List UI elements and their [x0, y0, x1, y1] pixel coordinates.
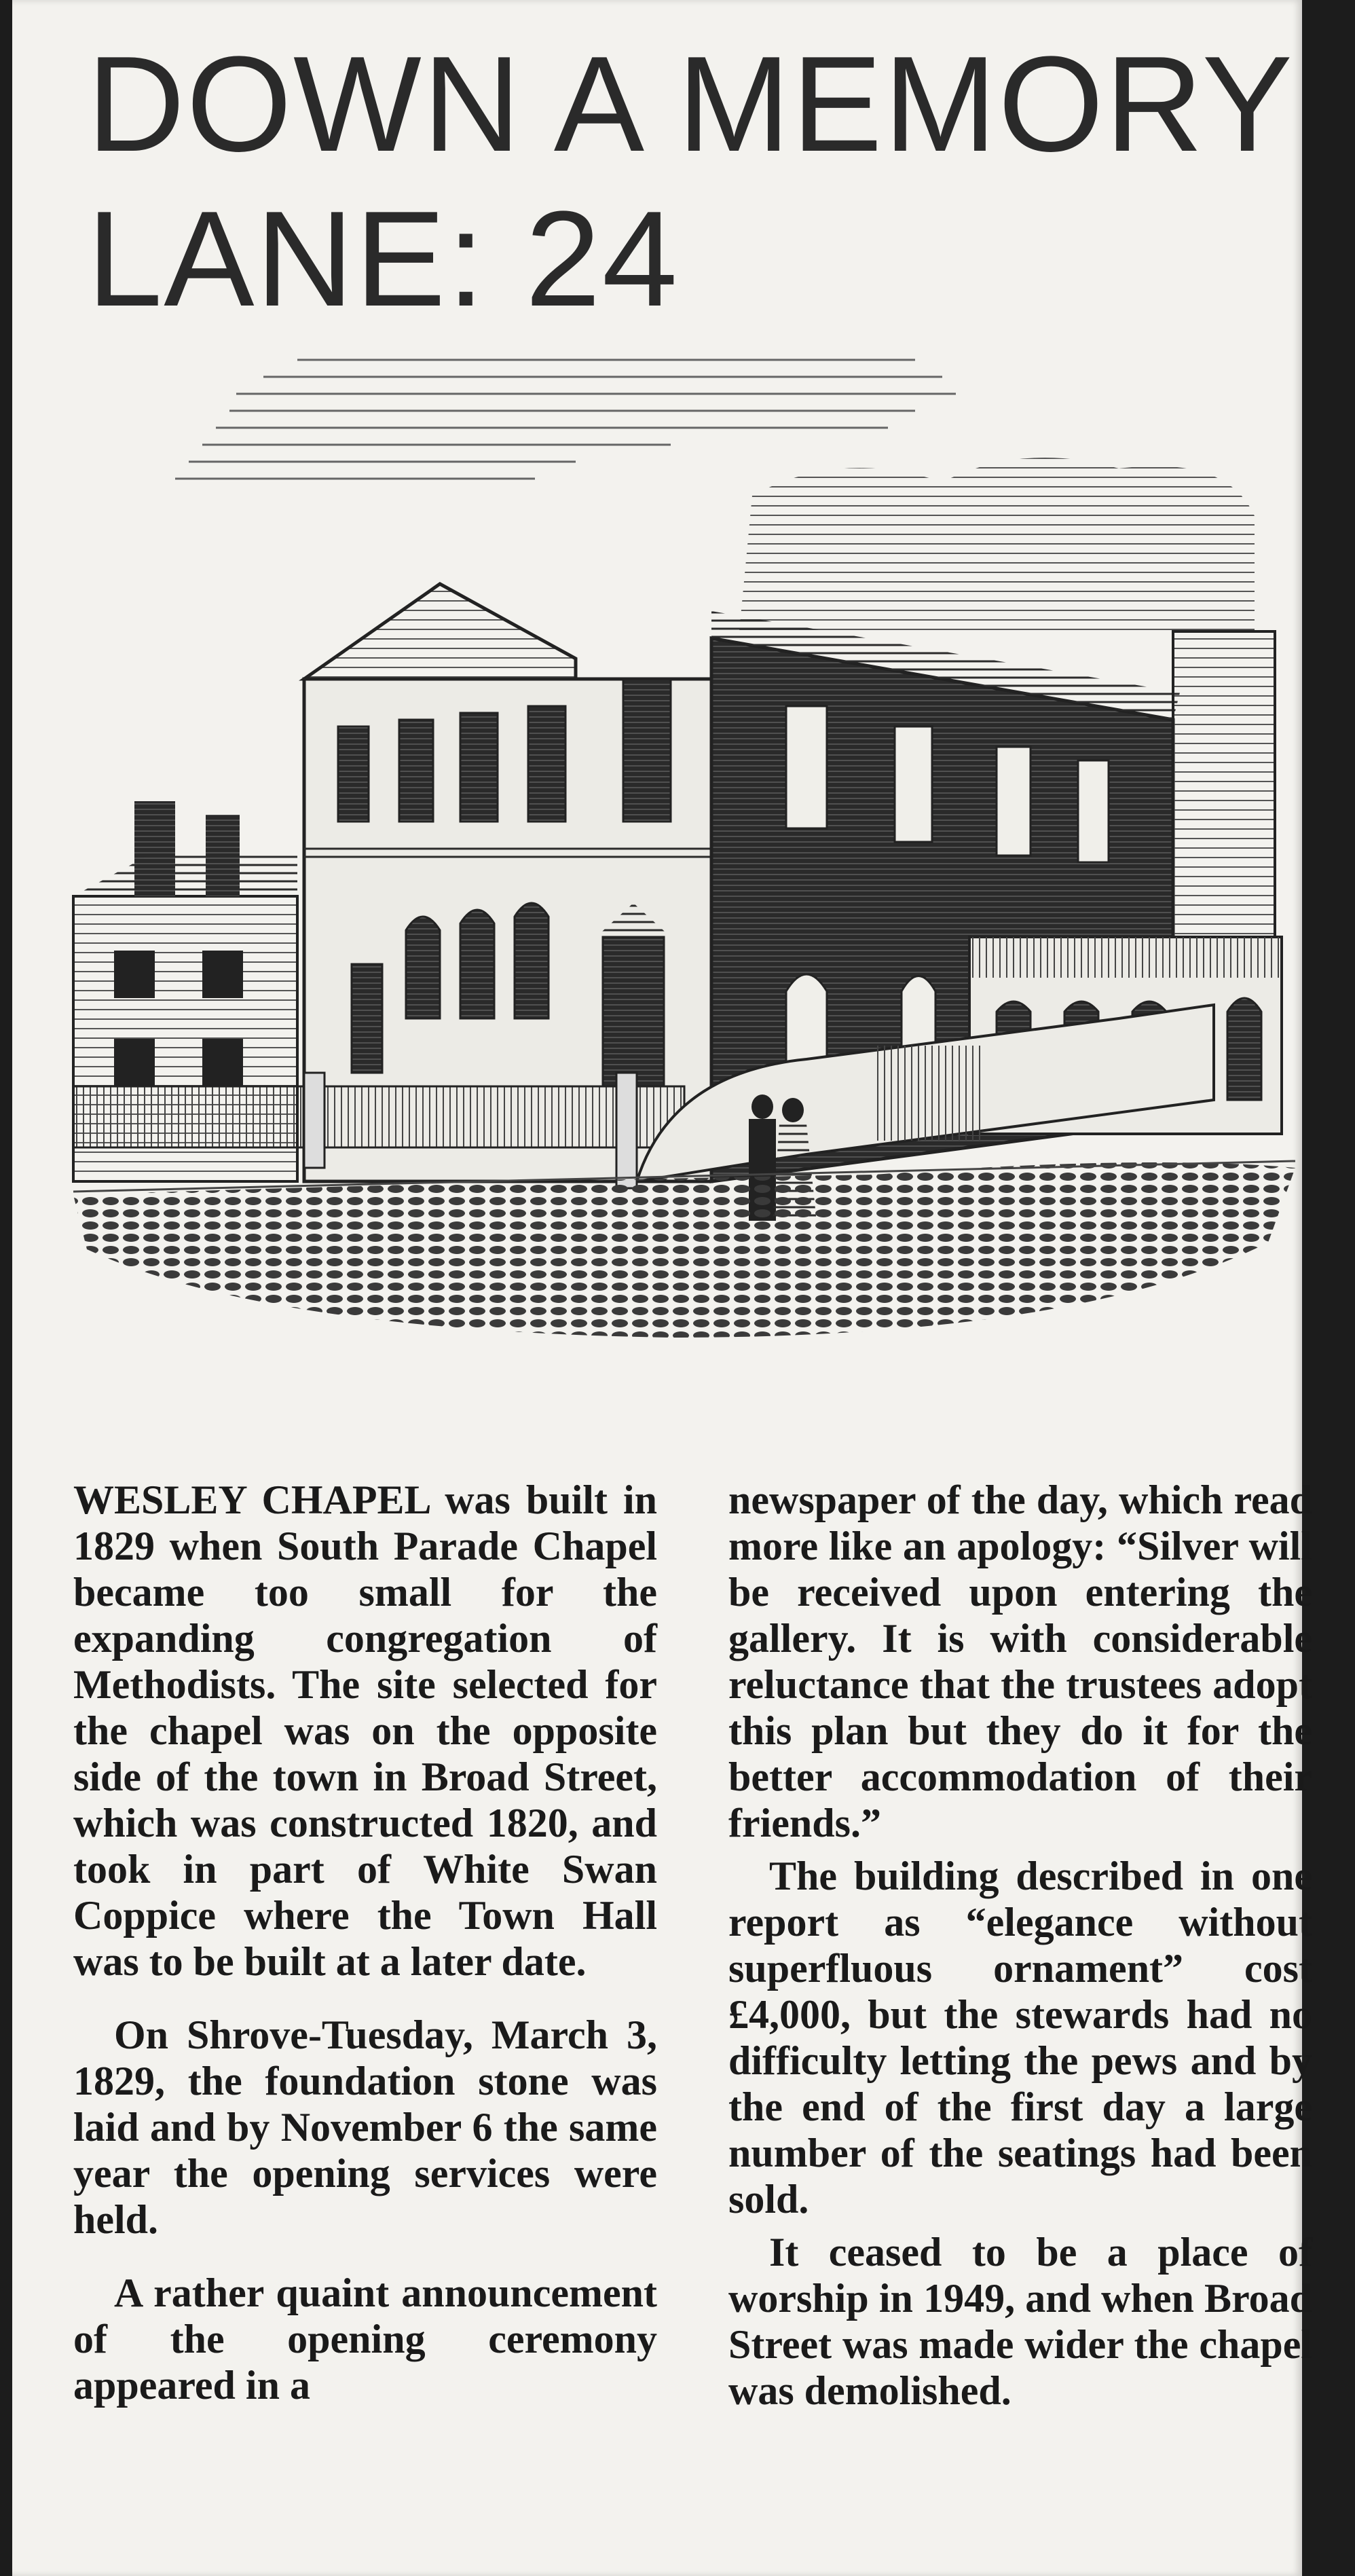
headline-line-1: DOWN A MEMORY [87, 29, 1295, 180]
newspaper-clipping [12, 0, 1312, 2576]
article-paragraph-2: On Shrove-Tuesday, March 3, 1829, the foundation stone was laid and by November 6 the same year the opening services were held. [73, 2012, 657, 2242]
article-paragraph-5: It ceased to be a place of worship in 1949, and when Broad Street was made wider the chapel was demolished. [728, 2230, 1312, 2413]
headline-line-2: LANE: 24 [87, 183, 680, 335]
article-paragraph-1: WESLEY CHAPEL was built in 1829 when South Parade Chapel became too small for the expanding congregation of Methodists. The site selected for the chapel was on the opposite side of the town in Broad Street, which was constructed 1820, and took in part of White Swan Coppice where the Town Hall was to be built at a later date. [73, 1477, 657, 1984]
article-column-right [728, 1477, 1312, 2441]
article-column-left [73, 1477, 657, 2408]
chapel-engraving [60, 339, 1309, 1453]
cloud [739, 458, 1255, 638]
article-paragraph-4: The building described in one report as “elegance without superfluous ornament” cost £4,000, but the stewards had no difficulty letting the pews and by the end of the first day a large number of the seatings had been sold. [728, 1854, 1312, 2222]
sky-hatching [175, 360, 956, 479]
article-paragraph-3-end: newspaper of the day, which read more like an apology: “Silver will be received upon entering the gallery. It is with considerable reluctance that the trustees adopt this plan but they do it for the better accommodation of their friends.” [728, 1477, 1312, 1845]
cobbled-ground [73, 1162, 1295, 1338]
headline [87, 27, 1295, 337]
article-paragraph-3-start: A rather quaint announcement of the opening ceremony appeared in a [73, 2270, 657, 2408]
